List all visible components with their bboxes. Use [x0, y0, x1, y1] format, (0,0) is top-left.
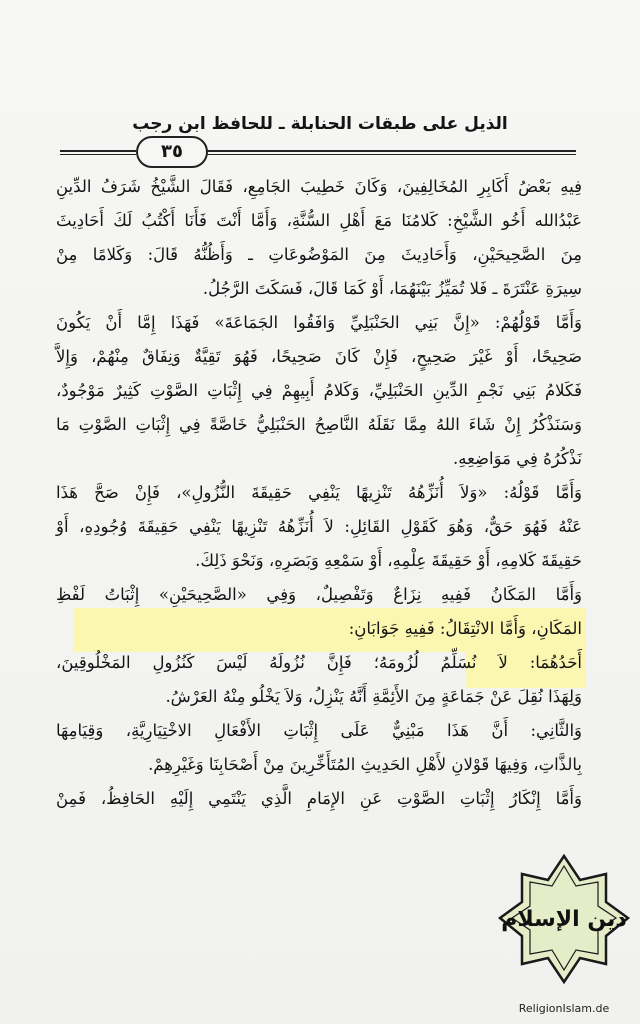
text-line: عَبْدُالله أَخُو الشَّيْخِ: كَلامُنَا مَعَ أَهْلِ السُّنَّةِ، وَأَمَّا أَنْتَ فَأَنَا أَكْتُبُ لَكَ أَحَادِيثَ	[56, 211, 582, 230]
site-logo	[494, 850, 634, 1000]
text-line: المَكَانِ، وَأَمَّا الانْتِقَالُ: فَفِيهِ جَوَابَانِ:	[348, 619, 582, 638]
header-rule	[60, 150, 136, 155]
text-line: بِالذَّاتِ، وَفِيهَا قَوْلانِ لأَهْلِ الحَدِيثِ المُتَأَخِّرِينَ مِنْ أَصْحَابِنَا وَغَيْرِهِمْ.	[148, 755, 582, 774]
text-line: وَأَمَّا قَوْلُهُمْ: «إِنَّ بَنِي الحَنْبَلِيِّ وَافَقُوا الجَمَاعَةَ» فَهَذَا إِمَّا أَنْ يَكُونَ	[56, 313, 582, 332]
text-line: وَلِهَذَا نُقِلَ عَنْ جَمَاعَةٍ مِنَ الأَئِمَّةِ أَنَّهُ يَنْزِلُ، وَلاَ يَخْلُو مِنْهُ العَرْشُ.	[165, 687, 582, 706]
text-line: وَأَمَّا المَكَانُ فَفِيهِ نِزَاعٌ وَتَفْصِيلٌ، وَفِي «الصَّحِيحَيْنِ» إِثْبَاتُ لَفْظِ	[56, 585, 582, 604]
text-line: نَذْكُرُهُ فِي مَوَاضِعِهِ.	[453, 449, 582, 468]
running-head: الذيل على طبقات الحنابلة ـ للحافظ ابن رجب	[132, 114, 508, 134]
text-line: فِيهِ بَعْضُ أَكَابِرِ المُخَالِفِينَ، وَكَانَ خَطِيبَ الجَامِعِ، فَقَالَ الشَّيْخُ شَرَفُ الدِّينِ	[56, 177, 582, 196]
text-line: وَأَمَّا إِنْكَارُ إِثْبَاتِ الصَّوْتِ عَنِ الإِمَامِ الَّذِي يَنْتَمِي إِلَيْهِ الحَافِظُ، فَمِنْ	[56, 789, 582, 808]
text-line: حَقِيقَةَ كَلامِهِ، أَوْ حَقِيقَةَ عِلْمِهِ، أَوْ سَمْعِهِ وَبَصَرِهِ، وَنَحْوَ ذَلِكَ.	[195, 551, 582, 570]
text-line: وَأَمَّا قَوْلُهُ: «وَلاَ أُنَزِّهُهُ تَنْزِيهًا يَنْفِي حَقِيقَةَ النُّزُولِ»، فَإِنْ صَحَّ هَذَا	[56, 483, 582, 502]
page-number: ٣٥	[136, 136, 208, 168]
text-line: مِنَ الصَّحِيحَيْنِ، وَأَحَادِيثَ مِنَ المَوْضُوعَاتِ ـ وَأَظُنُّهُ قَالَ: وَكَلامًا مِنْ	[56, 245, 582, 264]
text-line: عَنْهُ فَهُوَ حَقٌّ، وَهُوَ كَقَوْلِ القَائِلِ: لاَ أُنَزِّهُهُ تَنْزِيهًا يَنْفِي حَقِيقَةَ وُجُودِهِ، أَوْ	[56, 517, 582, 536]
text-line: أَحَدُهُمَا: لاَ نُسَلِّمُ لُزُومَهُ؛ فَإِنَّ نُزُولَهُ لَيْسَ كَنُزُولِ المَخْلُوقِينَ،	[56, 653, 582, 672]
header-rule	[204, 150, 576, 155]
text-line: صَحِيحًا، أَوْ غَيْرَ صَحِيحٍ، فَإِنْ كَانَ صَحِيحًا، فَهُوَ تَقِيَّةٌ وَنِفَاقٌ مِنْهُمْ، وَإِلاَّ	[56, 347, 582, 366]
text-line: وَالثَّانِي: أَنَّ هَذَا مَبْنِيٌّ عَلَى إِثْبَاتِ الأَفْعَالِ الاخْتِيَارِيَّةِ، وَقِيَامِهَا	[56, 721, 582, 740]
text-line: فَكَلامُ بَنِي نَجْمِ الدِّينِ الحَنْبَلِيِّ، وَكَلامُ أَبِيهِمْ فِي إِثْبَاتِ الصَّوْتِ كَثِيرٌ مَوْجُودٌ،	[56, 381, 582, 400]
body-text	[56, 170, 582, 816]
logo-text: دين الإسلام	[501, 907, 627, 932]
watermark: ReligionIslam.de	[518, 1002, 610, 1015]
text-line: وَسَنَذْكُرُ إِنْ شَاءَ اللهُ مِمَّا نَقَلَهُ النَّاصِحُ الحَنْبَلِيُّ خَاصَّةً فِي إِثْبَاتِ الصَّوْتِ مَا	[56, 415, 582, 434]
text-line: سِيرَةِ عَنْتَرَةَ ـ فَلا تُمَيِّزُ بَيْنَهُمَا، أَوْ كَمَا قَالَ، فَسَكَتَ الرَّجُلُ.	[202, 279, 582, 298]
